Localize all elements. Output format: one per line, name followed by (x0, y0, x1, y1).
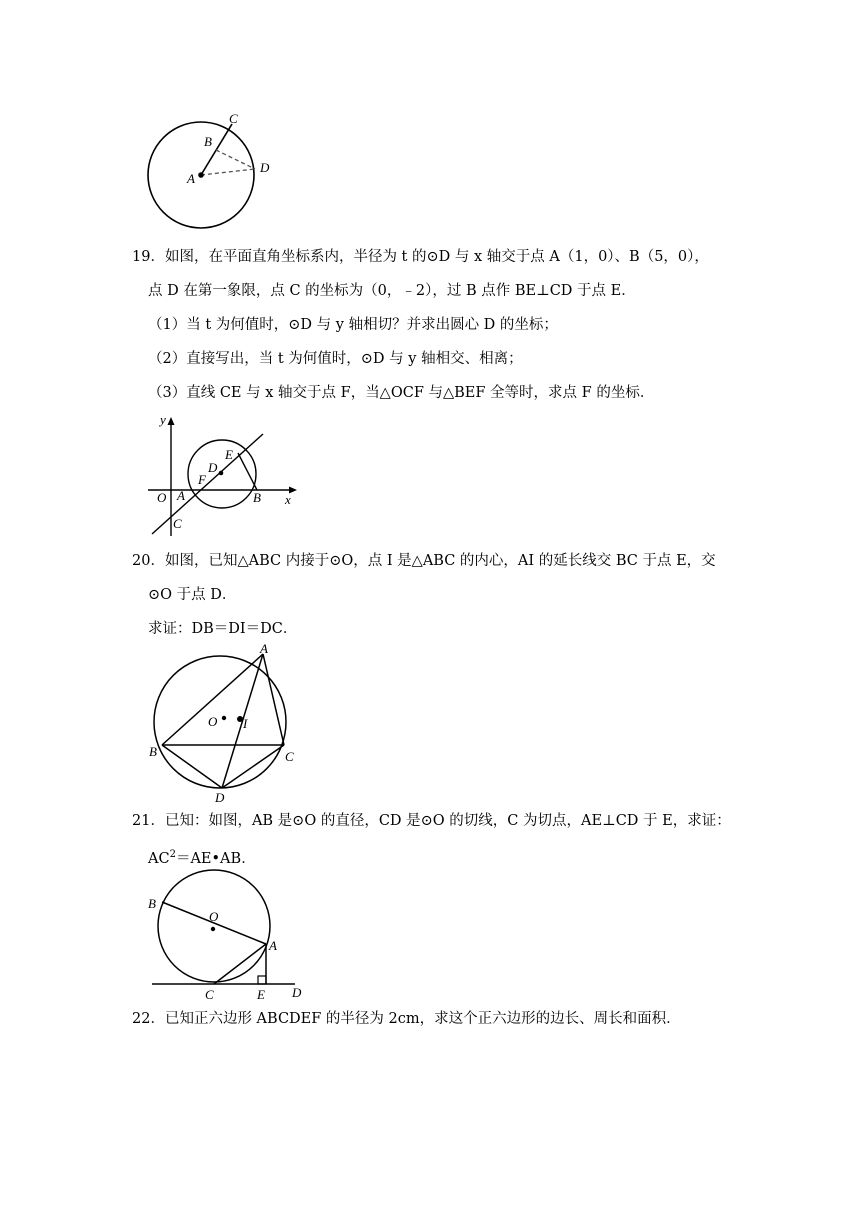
fig20-label-c: C (285, 749, 294, 764)
fig18-label-d: D (260, 160, 270, 175)
fig18-label-a: A (187, 171, 195, 186)
q19-line-3: （1）当 t 为何值时，⊙D 与 y 轴相切？并求出圆心 D 的坐标； (148, 317, 558, 333)
fig21-label-e: E (257, 987, 265, 1002)
q21-ac-exponent: 2 (169, 849, 176, 860)
fig20-label-o: O (208, 714, 218, 729)
figure-q18 (140, 108, 290, 233)
fig19-label-b: B (253, 490, 261, 505)
fig21-label-d: D (292, 985, 302, 1000)
q21-ac: AC (148, 850, 170, 867)
fig21-label-o: O (209, 909, 219, 924)
figure-q19 (140, 408, 300, 538)
q19-line-4: （2）直接写出，当 t 为何值时，⊙D 与 y 轴相交、相离； (148, 351, 523, 367)
q19-line-1: 19．如图，在平面直角坐标系内，半径为 t 的⊙D 与 x 轴交于点 A（1，0）、B（5，0）， (132, 249, 709, 265)
fig19-label-f: F (198, 472, 206, 487)
fig20-label-d: D (215, 790, 225, 805)
figure-q20 (140, 640, 310, 808)
fig21-label-c: C (205, 987, 214, 1002)
fig20-label-i: I (243, 716, 248, 731)
fig19-label-c: C (173, 516, 182, 531)
fig21-label-a: A (269, 938, 277, 953)
q21-line-1: 21．已知：如图，AB 是⊙O 的直径，CD 是⊙O 的切线，C 为切点，AE⊥CD 于 E，求证： (132, 813, 731, 829)
fig19-label-o: O (157, 490, 167, 505)
fig21-label-b: B (148, 896, 156, 911)
fig19-label-d: D (208, 460, 218, 475)
q21-equation-rest: ＝AE•AB． (175, 850, 256, 867)
fig19-label-x: x (285, 492, 291, 507)
q20-line-1: 20．如图，已知△ABC 内接于⊙O，点 I 是△ABC 的内心，AI 的延长线交 BC 于点 E，交 (132, 553, 716, 569)
q19-line-2: 点 D 在第一象限，点 C 的坐标为（0，﹣2），过 B 点作 BE⊥CD 于点 E． (148, 283, 636, 299)
fig18-label-c: C (229, 111, 238, 126)
fig19-label-e: E (225, 447, 233, 462)
fig20-label-a: A (260, 641, 268, 656)
fig20-label-b: B (149, 744, 157, 759)
q20-line-2: ⊙O 于点 D． (148, 587, 237, 603)
fig18-label-b: B (204, 134, 212, 149)
fig19-label-y: y (160, 412, 166, 427)
figure-q21 (140, 868, 315, 1002)
q20-line-3: 求证：DB＝DI＝DC． (148, 621, 298, 637)
q19-line-5: （3）直线 CE 与 x 轴交于点 F，当△OCF 与△BEF 全等时，求点 F 的坐标． (148, 385, 655, 401)
fig19-label-a: A (177, 488, 185, 503)
q21-line-2 (148, 845, 256, 869)
q22-line-1: 22．已知正六边形 ABCDEF 的半径为 2cm，求这个正六边形的边长、周长和面积． (132, 1011, 681, 1027)
